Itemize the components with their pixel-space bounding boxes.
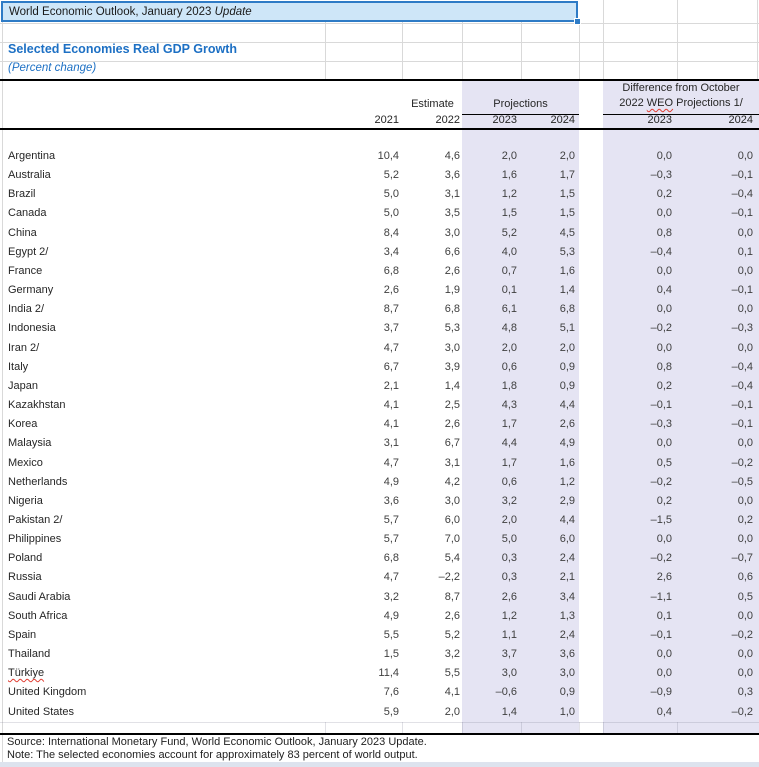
value-cell[interactable]: 3,0 — [444, 494, 460, 507]
value-cell[interactable]: 0,0 — [737, 341, 753, 354]
value-cell[interactable]: 0,7 — [501, 264, 517, 277]
country-cell[interactable]: Philippines — [8, 533, 62, 546]
table-row[interactable] — [0, 626, 759, 645]
country-cell[interactable]: Iran 2/ — [8, 341, 40, 354]
value-cell[interactable]: 5,2 — [383, 169, 399, 182]
table-bottom-rule — [0, 733, 759, 735]
value-cell[interactable]: 1,5 — [559, 188, 575, 201]
country-cell[interactable]: Korea — [8, 418, 38, 431]
value-cell[interactable]: 3,0 — [501, 667, 517, 680]
value-cell[interactable]: 0,6 — [501, 360, 517, 373]
value-cell[interactable]: 3,0 — [444, 341, 460, 354]
value-cell[interactable]: –0,1 — [731, 399, 753, 412]
country-cell[interactable]: United States — [8, 705, 75, 718]
difference-header-line2-pre: 2022 — [619, 97, 647, 109]
gridline — [0, 722, 759, 723]
value-cell[interactable]: 6,8 — [559, 303, 575, 316]
table-row[interactable] — [0, 607, 759, 626]
value-cell[interactable]: 0,3 — [737, 686, 753, 699]
value-cell[interactable]: 1,5 — [501, 207, 517, 220]
value-cell[interactable]: –0,9 — [650, 686, 672, 699]
country-cell[interactable]: Brazil — [8, 188, 36, 201]
value-cell[interactable]: 1,9 — [444, 284, 460, 297]
selected-title-cell[interactable] — [1, 1, 578, 22]
value-cell[interactable]: 8,7 — [444, 590, 460, 603]
table-row[interactable] — [0, 703, 759, 722]
country-cell[interactable]: Spain — [8, 628, 37, 641]
year-header-row — [0, 113, 759, 128]
value-cell[interactable]: –0,1 — [731, 207, 753, 220]
country-cell[interactable]: Japan — [8, 379, 38, 392]
year-col-2024-proj[interactable]: 2024 — [550, 114, 575, 126]
value-cell[interactable]: 0,3 — [501, 571, 517, 584]
value-cell[interactable]: 1,4 — [559, 284, 575, 297]
year-col-2023-diff[interactable]: 2023 — [647, 114, 672, 126]
country-cell[interactable]: United Kingdom — [8, 686, 87, 699]
table-row[interactable] — [0, 492, 759, 511]
value-cell[interactable]: 0,5 — [737, 590, 753, 603]
table-row[interactable] — [0, 147, 759, 166]
value-cell[interactable]: 3,1 — [444, 188, 460, 201]
value-cell[interactable]: 0,8 — [656, 360, 672, 373]
value-cell[interactable]: 5,2 — [501, 226, 517, 239]
value-cell[interactable]: 0,0 — [656, 303, 672, 316]
value-cell[interactable]: –0,2 — [650, 322, 672, 335]
value-cell[interactable]: 5,3 — [559, 245, 575, 258]
year-col-2024-diff[interactable]: 2024 — [728, 114, 753, 126]
value-cell[interactable]: 3,6 — [559, 648, 575, 661]
value-cell[interactable]: 4,5 — [559, 226, 575, 239]
value-cell[interactable]: –0,3 — [650, 418, 672, 431]
gridline — [325, 722, 326, 733]
country-cell[interactable]: Türkiye — [8, 667, 45, 680]
country-cell[interactable]: China — [8, 226, 37, 239]
table-row[interactable] — [0, 377, 759, 396]
value-cell[interactable]: –0,2 — [731, 456, 753, 469]
table-row[interactable] — [0, 396, 759, 415]
value-cell[interactable]: 0,1 — [656, 609, 672, 622]
value-cell[interactable]: 5,1 — [559, 322, 575, 335]
table-row[interactable] — [0, 224, 759, 243]
value-cell[interactable]: 0,2 — [656, 188, 672, 201]
value-cell[interactable]: 2,0 — [501, 150, 517, 162]
value-cell[interactable]: –2,2 — [438, 571, 460, 584]
value-cell[interactable]: 6,0 — [444, 513, 460, 526]
country-cell[interactable]: Thailand — [8, 648, 51, 661]
country-cell[interactable]: India 2/ — [8, 303, 45, 316]
gridline — [521, 21, 522, 80]
table-row[interactable] — [0, 568, 759, 587]
workbook-title: World Economic Outlook, January 2023 — [9, 5, 215, 18]
table-row[interactable] — [0, 166, 759, 185]
gridline — [677, 722, 678, 733]
value-cell[interactable]: 7,6 — [383, 686, 399, 699]
value-cell[interactable]: 0,2 — [656, 379, 672, 392]
estimate-header[interactable]: Estimate — [411, 98, 454, 110]
value-cell[interactable]: 3,2 — [501, 494, 517, 507]
value-cell[interactable]: –0,3 — [731, 322, 753, 335]
value-cell[interactable]: 4,8 — [501, 322, 517, 335]
value-cell[interactable]: –0,7 — [731, 552, 753, 565]
table-row[interactable] — [0, 434, 759, 453]
value-cell[interactable]: 0,1 — [737, 245, 753, 258]
value-cell[interactable]: 2,6 — [501, 590, 517, 603]
gridline — [462, 722, 463, 733]
table-row[interactable] — [0, 415, 759, 434]
value-cell[interactable]: 0,0 — [656, 150, 672, 162]
table-row[interactable] — [0, 664, 759, 683]
value-cell[interactable]: 2,4 — [559, 628, 575, 641]
value-cell[interactable]: 4,4 — [559, 513, 575, 526]
value-cell[interactable]: 1,7 — [501, 456, 517, 469]
value-cell[interactable]: –1,5 — [650, 513, 672, 526]
value-cell[interactable]: 2,6 — [383, 284, 399, 297]
value-cell[interactable]: 5,7 — [383, 513, 399, 526]
workbook-title-update: Update — [214, 5, 252, 18]
table-row[interactable] — [0, 281, 759, 300]
value-cell[interactable]: 4,7 — [383, 456, 399, 469]
gridline — [521, 722, 522, 733]
value-cell[interactable]: 5,2 — [444, 628, 460, 641]
value-cell[interactable]: 5,5 — [444, 667, 460, 680]
value-cell[interactable]: 0,3 — [501, 552, 517, 565]
country-cell[interactable]: Australia — [8, 169, 51, 182]
value-cell[interactable]: 7,0 — [444, 533, 460, 546]
value-cell[interactable]: 3,4 — [559, 590, 575, 603]
value-cell[interactable]: 1,2 — [501, 188, 517, 201]
table-row[interactable] — [0, 300, 759, 319]
value-cell[interactable]: 2,0 — [559, 150, 575, 162]
gridline — [462, 21, 463, 80]
value-cell[interactable]: 3,6 — [444, 169, 460, 182]
value-cell[interactable]: 2,9 — [559, 494, 575, 507]
value-cell[interactable]: 11,4 — [378, 667, 399, 680]
country-cell[interactable]: Indonesia — [8, 322, 56, 335]
value-cell[interactable]: 5,5 — [383, 628, 399, 641]
gridline — [579, 21, 580, 80]
value-cell[interactable]: 4,9 — [383, 475, 399, 488]
value-cell[interactable]: 0,6 — [501, 475, 517, 488]
country-cell[interactable]: Germany — [8, 284, 54, 297]
difference-header-line2-post: Projections 1/ — [673, 97, 743, 109]
table-rows — [0, 147, 759, 722]
value-cell[interactable]: 3,6 — [383, 494, 399, 507]
value-cell[interactable]: 2,6 — [656, 571, 672, 584]
table-row[interactable] — [0, 358, 759, 377]
table-row[interactable] — [0, 683, 759, 702]
value-cell[interactable]: 3,0 — [444, 226, 460, 239]
value-cell[interactable]: 2,5 — [444, 399, 460, 412]
value-cell[interactable]: 3,7 — [501, 648, 517, 661]
value-cell[interactable]: 4,3 — [501, 399, 517, 412]
value-cell[interactable]: 5,9 — [383, 705, 399, 718]
value-cell[interactable]: 4,4 — [559, 399, 575, 412]
value-cell[interactable]: 3,1 — [383, 437, 399, 450]
value-cell[interactable]: 6,8 — [444, 303, 460, 316]
value-cell[interactable]: 0,8 — [656, 226, 672, 239]
value-cell[interactable]: 0,0 — [737, 667, 753, 680]
value-cell[interactable]: 1,2 — [559, 475, 575, 488]
country-cell[interactable]: Saudi Arabia — [8, 590, 71, 603]
value-cell[interactable]: 6,1 — [501, 303, 517, 316]
value-cell[interactable]: –0,4 — [731, 379, 753, 392]
value-cell[interactable]: 2,0 — [444, 705, 460, 718]
value-cell[interactable]: –0,2 — [731, 628, 753, 641]
table-row[interactable] — [0, 339, 759, 358]
gridline — [603, 722, 604, 733]
value-cell[interactable]: 2,6 — [559, 418, 575, 431]
value-cell[interactable]: –0,4 — [731, 360, 753, 373]
value-cell[interactable]: 1,3 — [559, 609, 575, 622]
gridline — [325, 21, 326, 80]
table-row[interactable] — [0, 549, 759, 568]
country-cell[interactable]: Egypt 2/ — [8, 245, 49, 258]
value-cell[interactable]: 0,0 — [737, 226, 753, 239]
value-cell[interactable]: 1,6 — [559, 456, 575, 469]
country-cell[interactable]: Malaysia — [8, 437, 52, 450]
value-cell[interactable]: –0,2 — [650, 552, 672, 565]
value-cell[interactable]: 1,0 — [559, 705, 575, 718]
value-cell[interactable]: 4,1 — [383, 399, 399, 412]
value-cell[interactable]: 4,2 — [444, 475, 460, 488]
value-cell[interactable]: 4,1 — [383, 418, 399, 431]
value-cell[interactable]: 5,3 — [444, 322, 460, 335]
table-row[interactable] — [0, 473, 759, 492]
value-cell[interactable]: 0,0 — [737, 437, 753, 450]
value-cell[interactable]: 1,4 — [501, 705, 517, 718]
value-cell[interactable]: 2,1 — [559, 571, 575, 584]
value-cell[interactable]: 0,4 — [656, 284, 672, 297]
value-cell[interactable]: 3,1 — [444, 456, 460, 469]
value-cell[interactable]: 5,0 — [383, 188, 399, 201]
table-row[interactable] — [0, 645, 759, 664]
value-cell[interactable]: 1,5 — [383, 648, 399, 661]
value-cell[interactable]: 6,7 — [444, 437, 460, 450]
value-cell[interactable]: 2,4 — [559, 552, 575, 565]
value-cell[interactable]: 0,4 — [656, 705, 672, 718]
country-cell[interactable]: Netherlands — [8, 475, 68, 488]
value-cell[interactable]: 1,7 — [559, 169, 575, 182]
value-cell[interactable]: 0,0 — [737, 150, 753, 162]
value-cell[interactable]: 0,0 — [656, 341, 672, 354]
value-cell[interactable]: 10,4 — [377, 150, 399, 162]
value-cell[interactable]: 0,0 — [656, 437, 672, 450]
source-note: Source: International Monetary Fund, World Economic Outlook, January 2023 Update. — [7, 736, 427, 748]
value-cell[interactable]: 1,4 — [444, 379, 460, 392]
value-cell[interactable]: 4,9 — [383, 609, 399, 622]
value-cell[interactable]: –0,6 — [495, 686, 517, 699]
value-cell[interactable]: 0,2 — [656, 494, 672, 507]
value-cell[interactable]: 0,9 — [559, 686, 575, 699]
table-row[interactable] — [0, 511, 759, 530]
value-cell[interactable]: 4,7 — [383, 341, 399, 354]
table-row[interactable] — [0, 243, 759, 262]
value-cell[interactable]: 3,2 — [383, 590, 399, 603]
table-row[interactable] — [0, 185, 759, 204]
value-cell[interactable]: 6,7 — [383, 360, 399, 373]
value-cell[interactable]: 3,2 — [444, 648, 460, 661]
table-row[interactable] — [0, 454, 759, 473]
value-cell[interactable]: –0,4 — [731, 188, 753, 201]
value-cell[interactable]: –0,3 — [650, 169, 672, 182]
value-cell[interactable]: 0,0 — [737, 609, 753, 622]
value-cell[interactable]: 5,7 — [383, 533, 399, 546]
value-cell[interactable]: 4,7 — [383, 571, 399, 584]
value-cell[interactable]: 5,0 — [501, 533, 517, 546]
value-cell[interactable]: 5,0 — [383, 207, 399, 220]
value-cell[interactable]: 0,0 — [656, 264, 672, 277]
country-cell[interactable]: Kazakhstan — [8, 399, 66, 412]
value-cell[interactable]: 0,0 — [656, 207, 672, 220]
projections-header[interactable]: Projections — [493, 98, 548, 110]
value-cell[interactable]: 0,0 — [737, 648, 753, 661]
page-title: Selected Economies Real GDP Growth — [8, 42, 238, 56]
value-cell[interactable]: 0,5 — [656, 456, 672, 469]
value-cell[interactable]: 6,8 — [383, 264, 399, 277]
value-cell[interactable]: 1,1 — [501, 628, 517, 641]
value-cell[interactable]: 3,0 — [559, 667, 575, 680]
value-cell[interactable]: 0,0 — [737, 494, 753, 507]
value-cell[interactable]: 2,0 — [501, 513, 517, 526]
gridline — [402, 21, 403, 80]
country-cell[interactable]: Russia — [8, 571, 42, 584]
value-cell[interactable]: 0,6 — [737, 571, 753, 584]
table-row[interactable] — [0, 530, 759, 549]
table-row[interactable] — [0, 204, 759, 223]
gridline — [677, 0, 678, 80]
country-cell[interactable]: Argentina — [8, 150, 56, 162]
value-cell[interactable]: 1,8 — [501, 379, 517, 392]
value-cell[interactable]: 2,6 — [444, 264, 460, 277]
value-cell[interactable]: 0,2 — [737, 513, 753, 526]
country-cell[interactable]: South Africa — [8, 609, 68, 622]
value-cell[interactable]: –0,2 — [731, 705, 753, 718]
difference-header[interactable] — [603, 81, 759, 111]
value-cell[interactable]: 0,0 — [656, 648, 672, 661]
country-cell[interactable]: Canada — [8, 207, 47, 220]
value-cell[interactable]: 2,1 — [383, 379, 399, 392]
gridline — [0, 23, 759, 24]
value-cell[interactable]: –0,4 — [650, 245, 672, 258]
year-col-2023-proj[interactable]: 2023 — [492, 114, 517, 126]
value-cell[interactable]: –0,1 — [650, 399, 672, 412]
value-cell[interactable]: 0,9 — [559, 360, 575, 373]
gridline — [603, 0, 604, 80]
header-bottom-rule — [0, 128, 759, 130]
gridline — [579, 722, 580, 733]
country-cell[interactable]: Nigeria — [8, 494, 43, 507]
value-cell[interactable]: 0,0 — [656, 667, 672, 680]
value-cell[interactable]: 4,0 — [501, 245, 517, 258]
page-subtitle: (Percent change) — [8, 62, 97, 74]
value-cell[interactable]: –0,2 — [650, 475, 672, 488]
value-cell[interactable]: 3,9 — [444, 360, 460, 373]
value-cell[interactable]: 1,6 — [559, 264, 575, 277]
value-cell[interactable]: 6,0 — [559, 533, 575, 546]
gridline — [757, 0, 758, 80]
value-cell[interactable]: 4,9 — [559, 437, 575, 450]
value-cell[interactable]: 0,9 — [559, 379, 575, 392]
value-cell[interactable]: 3,5 — [444, 207, 460, 220]
value-cell[interactable]: 1,5 — [559, 207, 575, 220]
value-cell[interactable]: 0,1 — [501, 284, 517, 297]
value-cell[interactable]: –0,1 — [731, 169, 753, 182]
country-cell[interactable]: Italy — [8, 360, 29, 373]
difference-header-weo: WEO — [646, 97, 674, 109]
table-row[interactable] — [0, 588, 759, 607]
year-col-2021[interactable]: 2021 — [374, 114, 399, 126]
gridline — [0, 61, 759, 62]
value-cell[interactable]: 2,0 — [559, 341, 575, 354]
value-cell[interactable]: 0,0 — [656, 533, 672, 546]
value-cell[interactable]: 8,4 — [383, 226, 399, 239]
value-cell[interactable]: –0,1 — [731, 284, 753, 297]
window-bottom-edge — [0, 762, 759, 767]
value-cell[interactable]: 3,4 — [383, 245, 399, 258]
country-cell[interactable]: Poland — [8, 552, 43, 565]
value-cell[interactable]: 1,2 — [501, 609, 517, 622]
value-cell[interactable]: 1,6 — [501, 169, 517, 182]
table-row[interactable] — [0, 262, 759, 281]
value-cell[interactable]: 1,7 — [501, 418, 517, 431]
value-cell[interactable]: 6,8 — [383, 552, 399, 565]
value-cell[interactable]: 4,6 — [444, 150, 460, 162]
difference-header-line1: Difference from October — [622, 82, 740, 94]
output-note: Note: The selected economies account for approximately 83 percent of world output. — [7, 749, 418, 761]
value-cell[interactable]: 0,0 — [737, 533, 753, 546]
value-cell[interactable]: –1,1 — [650, 590, 672, 603]
value-cell[interactable]: 0,0 — [737, 303, 753, 316]
gridline — [402, 722, 403, 733]
value-cell[interactable]: 5,4 — [444, 552, 460, 565]
value-cell[interactable]: –0,5 — [731, 475, 753, 488]
value-cell[interactable]: 2,6 — [444, 418, 460, 431]
value-cell[interactable]: –0,1 — [731, 418, 753, 431]
selection-fill-handle[interactable] — [574, 18, 581, 25]
value-cell[interactable]: –0,1 — [650, 628, 672, 641]
value-cell[interactable]: 2,0 — [501, 341, 517, 354]
value-cell[interactable]: 0,0 — [737, 264, 753, 277]
year-col-2022[interactable]: 2022 — [435, 114, 460, 126]
value-cell[interactable]: 3,7 — [383, 322, 399, 335]
value-cell[interactable]: 2,6 — [444, 609, 460, 622]
value-cell[interactable]: 6,6 — [444, 245, 460, 258]
country-cell[interactable]: France — [8, 264, 43, 277]
value-cell[interactable]: 4,4 — [501, 437, 517, 450]
country-cell[interactable]: Mexico — [8, 456, 43, 469]
value-cell[interactable]: 8,7 — [383, 303, 399, 316]
value-cell[interactable]: 4,1 — [444, 686, 460, 699]
country-cell[interactable]: Pakistan 2/ — [8, 513, 63, 526]
table-row[interactable] — [0, 319, 759, 338]
